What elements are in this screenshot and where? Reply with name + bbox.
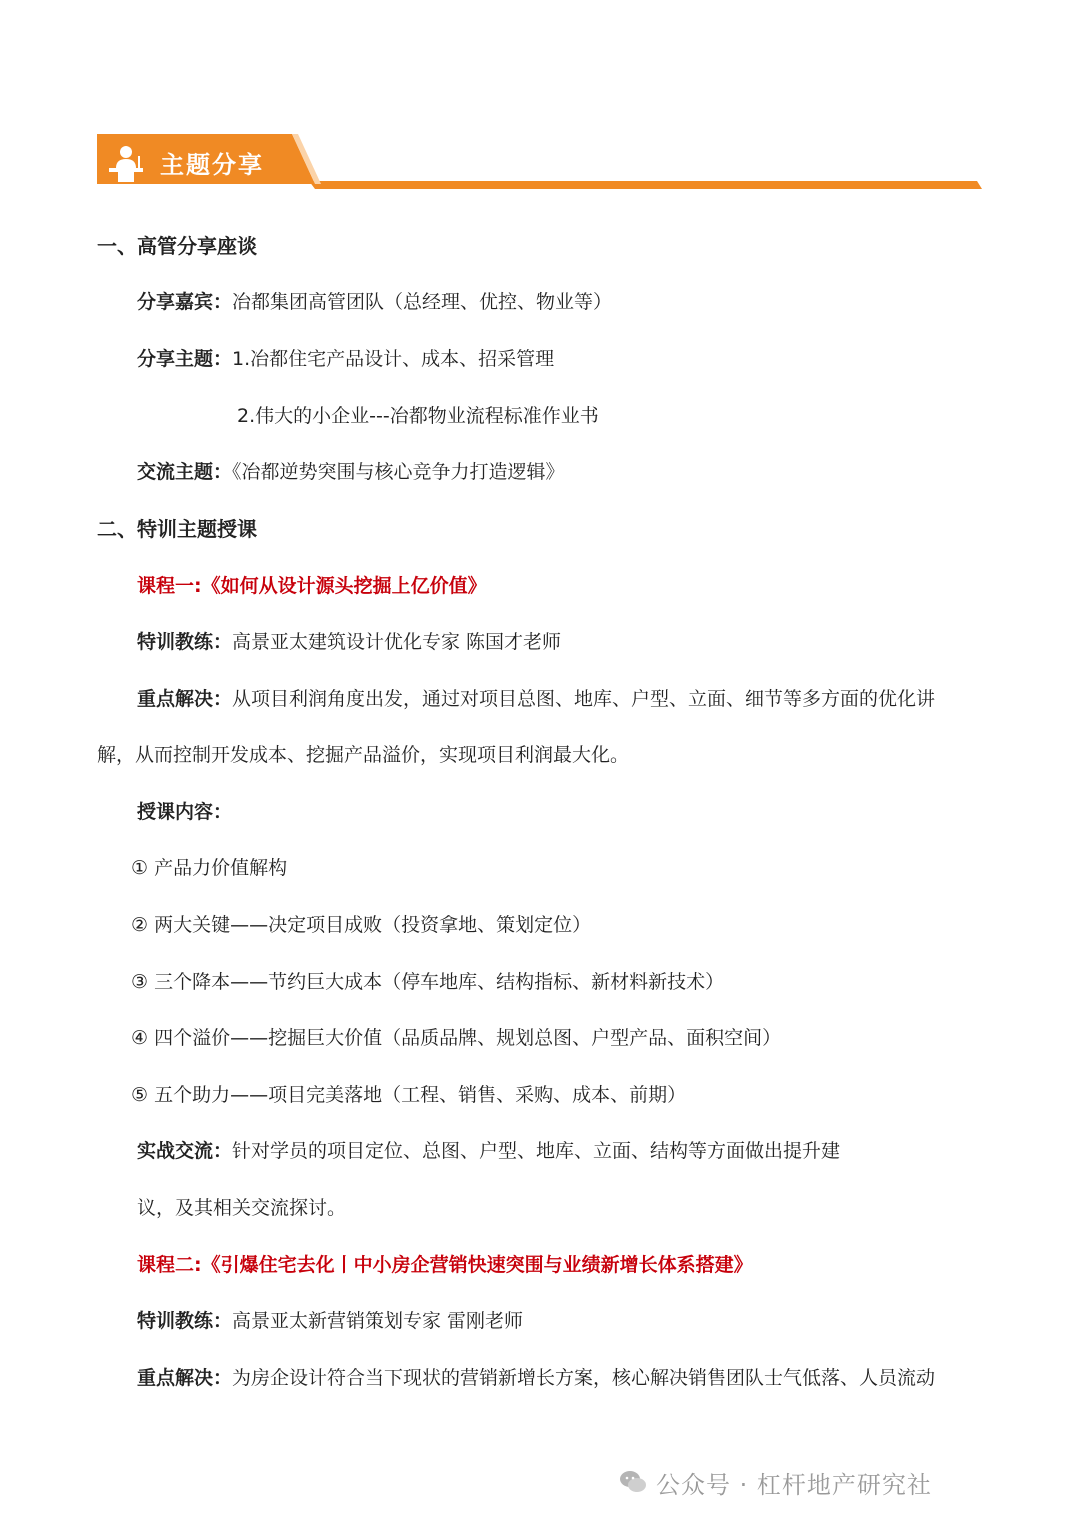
- coach-value: 高景亚太新营销策划专家 雷刚老师: [232, 1310, 524, 1332]
- content-item: ① 产品力价值解构: [131, 857, 288, 879]
- exchange-label: 交流主题：: [137, 461, 233, 483]
- speaker-icon: [106, 144, 146, 184]
- topics-row: [137, 345, 554, 373]
- exchange-value: 《冶都逆势突围与核心竞争力打造逻辑》: [232, 461, 565, 483]
- focus-label: 重点解决：: [137, 688, 233, 710]
- coach-label: 特训教练：: [137, 1310, 233, 1332]
- coach-label: 特训教练：: [137, 631, 233, 653]
- watermark-text: 公众号 · 杠杆地产研究社: [656, 1470, 932, 1499]
- guests-row: [137, 288, 612, 316]
- content-item: ④ 四个溢价——挖掘巨大价值（品质品牌、规划总图、户型产品、面积空间）: [131, 1027, 782, 1049]
- exchange-row: [137, 458, 565, 486]
- content-item: ② 两大关键——决定项目成败（投资拿地、策划定位）: [131, 914, 592, 936]
- section-title: 主题分享: [160, 151, 264, 179]
- practice-row: [137, 1137, 840, 1165]
- wechat-icon: [618, 1467, 648, 1497]
- practice-line-1: 针对学员的项目定位、总图、户型、地库、立面、结构等方面做出提升建: [232, 1140, 841, 1162]
- topic-2: 2.伟大的小企业---冶都物业流程标准作业书: [237, 405, 599, 427]
- content-label: 授课内容：: [137, 801, 233, 823]
- guests-label: 分享嘉宾：: [137, 291, 233, 313]
- content-item: ③ 三个降本——节约巨大成本（停车地库、结构指标、新材料新技术）: [131, 971, 725, 993]
- course1-focus-row: [137, 685, 935, 713]
- course2-coach-row: [137, 1307, 523, 1335]
- watermark: [618, 1462, 932, 1502]
- practice-label: 实战交流：: [137, 1140, 233, 1162]
- topics-label: 分享主题：: [137, 348, 233, 370]
- focus-line-2: 解，从而控制开发成本、挖掘产品溢价，实现项目利润最大化。: [97, 744, 630, 766]
- course1-title: 课程一:《如何从设计源头挖掘上亿价值》: [137, 575, 487, 597]
- topic-1: 1.冶都住宅产品设计、成本、招采管理: [232, 348, 555, 370]
- focus-line-1: 为房企设计符合当下现状的营销新增长方案，核心解决销售团队士气低落、人员流动: [232, 1367, 936, 1389]
- course2-title: 课程二:《引爆住宅去化丨中小房企营销快速突围与业绩新增长体系搭建》: [137, 1254, 753, 1276]
- course1-coach-row: [137, 628, 561, 656]
- focus-line-1: 从项目利润角度出发，通过对项目总图、地库、户型、立面、细节等多方面的优化讲: [232, 688, 936, 710]
- course2-focus-row: [137, 1364, 935, 1392]
- focus-label: 重点解决：: [137, 1367, 233, 1389]
- content-item: ⑤ 五个助力——项目完美落地（工程、销售、采购、成本、前期）: [131, 1084, 687, 1106]
- coach-value: 高景亚太建筑设计优化专家 陈国才老师: [232, 631, 562, 653]
- guests-value: 冶都集团高管团队（总经理、优控、物业等）: [232, 291, 613, 313]
- practice-line-2: 议，及其相关交流探讨。: [137, 1197, 347, 1219]
- heading-part1: 一、高管分享座谈: [97, 234, 257, 258]
- heading-part2: 二、特训主题授课: [97, 517, 257, 541]
